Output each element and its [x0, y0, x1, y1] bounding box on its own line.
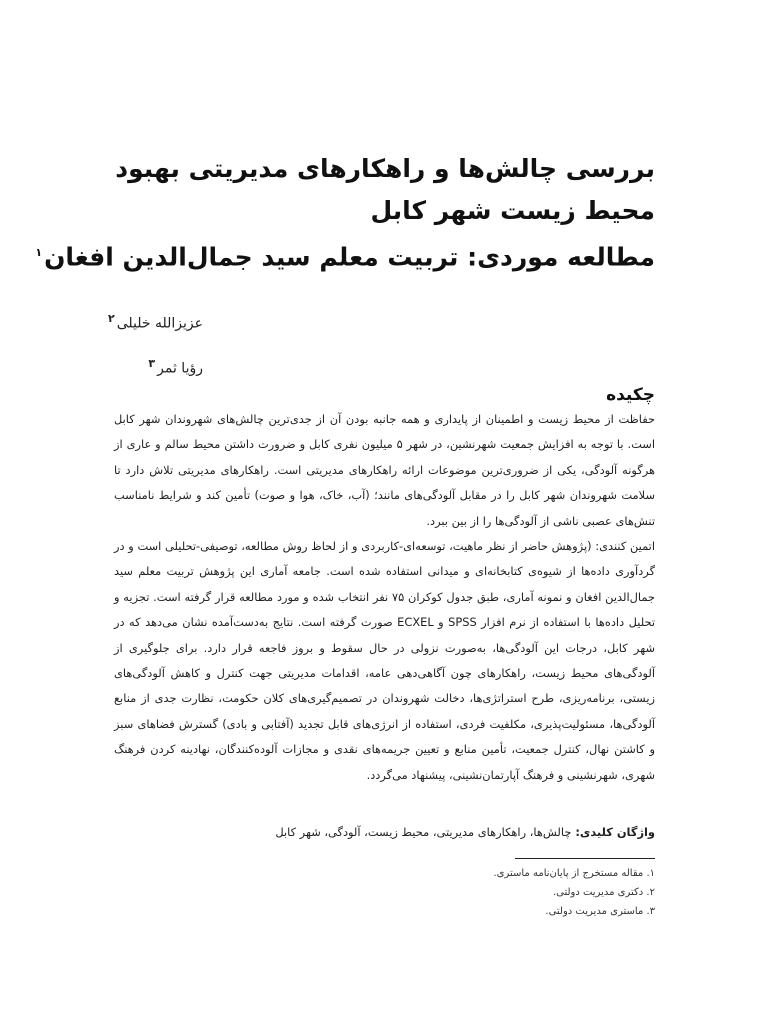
title-line-1: بررسی چالش‌ها و راهکارهای مدیریتی بهبود — [115, 154, 655, 183]
abstract-paragraph-1: حفاظت از محیط زیست و اطمینان از پایداری و همه جانبه بودن آن از جدی‌ترین چالش‌های شهروندان شهر کابل است. با توجه به افزایش جمعیت شهرنشین، در شهر ۵ میلیون نفری کابل و ضرورت داشتن محیط سالم و عاری از هرگونه آلودگی، یکی از ضروری‌ترین موضوعات ارائه راهکارهای مدیریتی است. راهکارهای مدیریتی تلاش دارد تا سلامت شهروندان شهر کابل را در مقابل آلودگی‌های مانند؛ (آب، خاک، هوا و صوت) تأمین کند و شرایط نامناسب تنش‌های عصبی ناشی از آلودگی‌ها را از بین ببرد. — [114, 412, 655, 528]
title-line-3-text: مطالعه موردی: تربیت معلم سید جمال‌الدین افغان — [44, 242, 655, 272]
author-1 — [108, 299, 203, 344]
author-2-footnote-marker: ۳ — [148, 356, 156, 370]
title-line-2: محیط زیست شهر کابل — [370, 196, 655, 225]
title-line-3 — [35, 232, 655, 278]
footnote-divider — [515, 858, 655, 859]
abstract-section — [114, 383, 655, 788]
article-title — [35, 148, 655, 278]
abstract-heading: چکیده — [606, 385, 655, 405]
keywords-line — [114, 820, 655, 844]
author-2 — [108, 344, 203, 389]
author-1-footnote-marker: ۲ — [108, 312, 115, 325]
abstract-paragraph-2: اتمین کنندی: (پژوهش حاضر از نظر ماهیت، توسعه‌ای-کاربردی و از لحاظ روش مطالعه، توصیفی-تحلیلی است و در گردآوری داده‌ها از شیوه‌ی کتابخانه‌ای و میدانی استفاده شده است. جامعه آماری این پژوهش تربیت معلم سید جمال‌الدین افغان و نمونه آماری، طبق جدول کوکران ۷۵ نفر انتخاب شده و مورد مطالعه قرار گرفته است. تجزیه و تحلیل داده‌ها با استفاده از نرم افزار SPSS و ECXEL صورت گرفته است. نتایج به‌دست‌آمده نشان می‌دهد که در شهر کابل، درجات این آلودگی‌ها، به‌صورت نزولی در حال سقوط و بروز فاجعه قرار دارد. برای جلوگیری از آلودگی‌های محیط زیست، راهکارهای چون آگاهی‌دهی عامه، اقدامات مدیریتی جهت کنترل و کاهش آلودگی‌های زیستی، برنامه‌ریزی، طرح استراتژی‌ها، دخالت شهروندان در تصمیم‌گیری‌های کلان حکومت، نظارت جدی از منابع آلودگی‌ها، مسئولیت‌پذیری، مکلفیت فردی، استفاده از انرژی‌های قابل تجدید (آفتابی و بادی) گسترش فضاهای سبز و کاشتن نهال، کنترل جمعیت، تأمین منابع و تعیین جریمه‌های نقدی و مجازات آلوده‌کنندگان، نهادینه کردن فرهنگ شهری، شهرنشینی و فرهنگ آپارتمان‌نشینی، پیشنهاد می‌گردد. — [114, 539, 655, 782]
title-footnote-marker: ۱ — [35, 246, 43, 259]
author-2-name: رؤیا ثمر — [157, 360, 203, 377]
footnote-2: ۲. دکتری مدیریت دولتی. — [552, 887, 655, 898]
keywords-text: چالش‌ها، راهکارهای مدیریتی، محیط زیست، آلودگی، شهر کابل — [275, 825, 572, 839]
keywords-label: واژگان کلیدی: — [575, 825, 655, 839]
footnote-1: ۱. مقاله مستخرج از پایان‌نامه ماستری. — [493, 868, 655, 879]
footnote-3: ۳. ماستری مدیریت دولتی. — [545, 906, 655, 917]
author-list — [108, 299, 203, 388]
author-1-name: عزیزالله خلیلی — [116, 315, 203, 332]
footnotes — [493, 864, 655, 921]
